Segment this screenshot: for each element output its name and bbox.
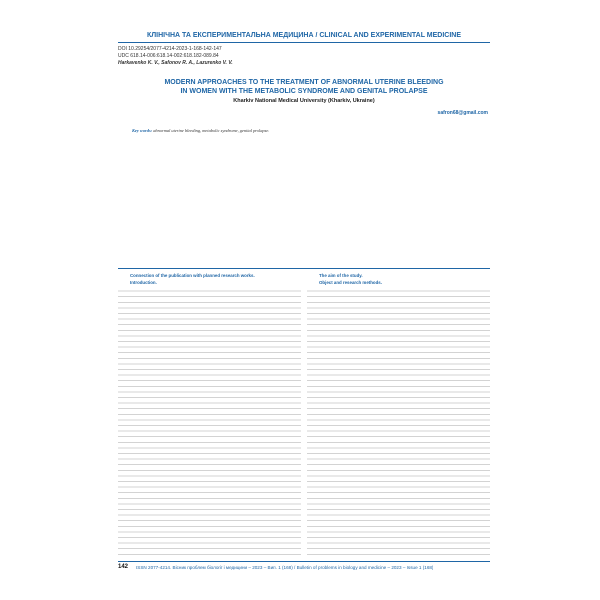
aim-heading: The aim of the study. — [319, 273, 363, 278]
affiliation: Kharkiv National Medical University (Kharkiv, Ukraine) — [233, 98, 375, 104]
udc: UDC 618.14-006:618.14-002:618.182-089.84 — [118, 53, 219, 59]
left-column — [118, 272, 301, 556]
article-title — [118, 78, 490, 96]
keywords — [132, 128, 482, 134]
text-placeholder — [307, 286, 490, 556]
journal-header: КЛІНІЧНА ТА ЕКСПЕРИМЕНТАЛЬНА МЕДИЦИНА / CLINICAL AND EXPERIMENTAL MEDICINE — [118, 32, 490, 43]
right-column — [307, 272, 490, 556]
title-line-2: IN WOMEN WITH THE METABOLIC SYNDROME AND GENITAL PROLAPSE — [180, 88, 428, 95]
introduction-heading: Introduction. — [130, 279, 157, 285]
page-footer — [118, 561, 490, 570]
email-link[interactable]: safron68@gmail.com — [437, 110, 488, 116]
keywords-label: Key words: — [132, 128, 153, 134]
methods-heading: Object and research methods. — [319, 279, 382, 285]
abstract — [132, 124, 482, 264]
body-columns — [118, 272, 490, 556]
article-meta — [118, 46, 498, 67]
abstract-divider — [118, 268, 490, 269]
doi: DOI 10.29254/2077-4214-2023-1-168-142-147 — [118, 46, 222, 52]
keywords-text: abnormal uterine bleeding, metabolic syndrome, genital prolapse. — [153, 128, 270, 134]
title-line-1: MODERN APPROACHES TO THE TREATMENT OF ABNORMAL UTERINE BLEEDING — [164, 79, 444, 86]
page-number: 142 — [118, 564, 129, 570]
connection-heading: Connection of the publication with planned research works. — [130, 273, 255, 278]
authors: Harkavenko K. V., Safonov R. A., Lazurenko V. V. — [118, 60, 233, 66]
issue-info: ISSN 2077-4214. Вісник проблем біології і медицини – 2023 – Вип. 1 (168) / Bulletin of problems in biology and medicine – 2023 – Issue 1 (168) — [136, 564, 434, 570]
text-placeholder — [118, 286, 301, 556]
